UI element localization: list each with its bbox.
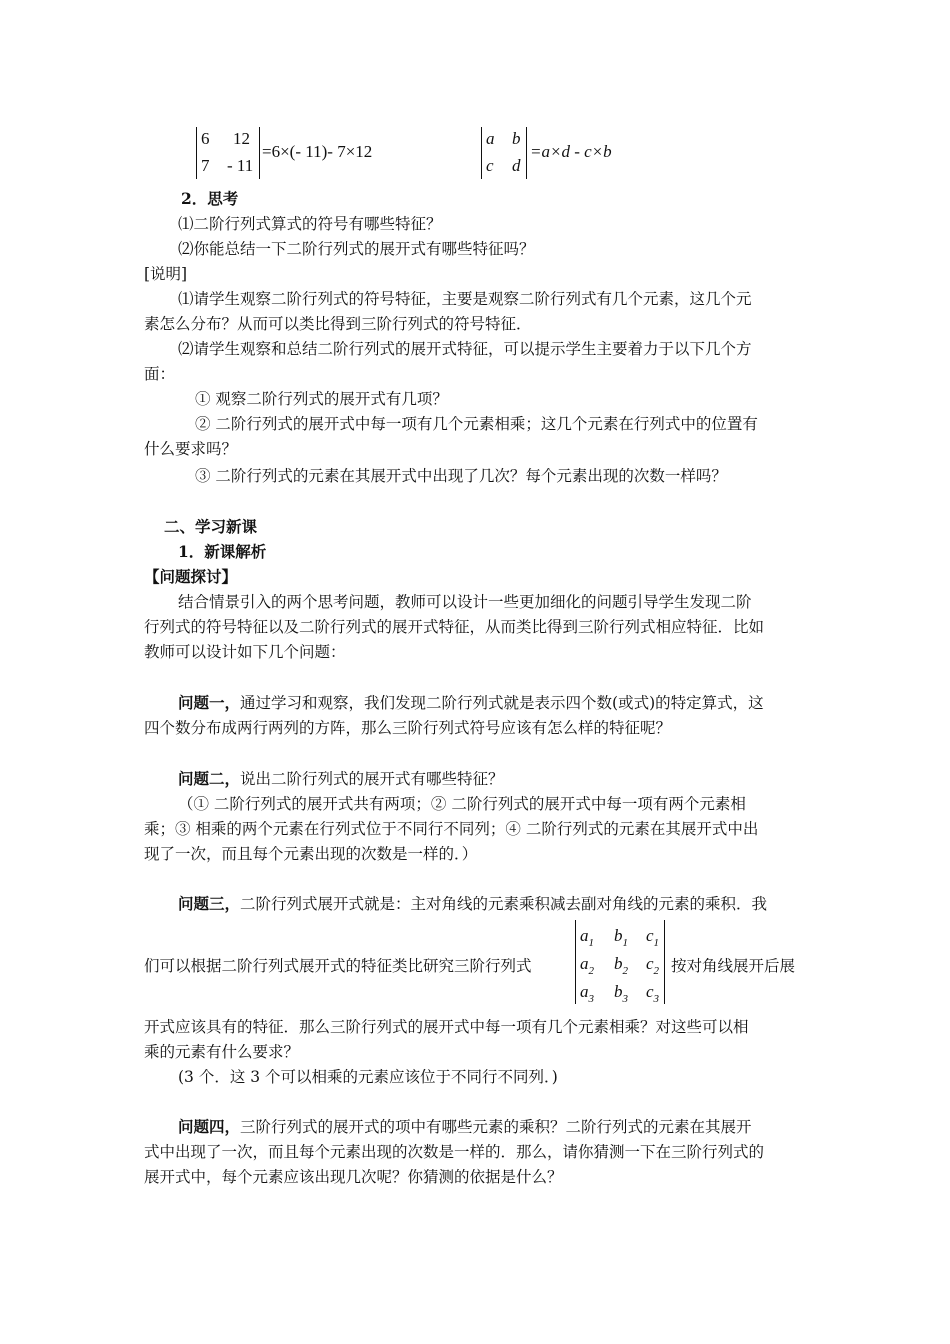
think-question-1: ⑴二阶行列式算式的符号有哪些特征？ xyxy=(178,215,442,233)
question-3-answer: (3 个．这 3 个可以相乘的元素应该位于不同行不同列．) xyxy=(178,1068,558,1086)
determinant-numeric xyxy=(196,127,260,179)
question-2-answer: 现了一次，而且每个元素出现的次数是一样的．） xyxy=(144,845,478,863)
third-order-determinant xyxy=(575,920,665,1004)
det-cell: $a_3$ xyxy=(580,982,594,1005)
question-2-label: 问题二， xyxy=(178,769,241,788)
det-cell: b xyxy=(512,129,521,148)
note-list-item: 什么要求吗？ xyxy=(144,440,238,458)
det-cell: a xyxy=(486,129,495,148)
det-cell: $a_2$ xyxy=(580,954,594,977)
intro-line: 结合情景引入的两个思考问题，教师可以设计一些更加细化的问题引导学生发现二阶 xyxy=(178,593,752,611)
question-4-line xyxy=(178,1116,752,1138)
det-cell: 12 xyxy=(233,129,250,148)
question-4-text: 三阶行列式的展开式的项中有哪些元素的乘积？二阶行列式的元素在其展开 xyxy=(240,1118,752,1136)
det-cell: $b_2$ xyxy=(614,954,628,977)
question-2-answer: （① 二阶行列式的展开式共有两项；② 二阶行列式的展开式中每一项有两个元素相 xyxy=(178,795,746,813)
question-1-line: 四个数分布成两行两列的方阵，那么三阶行列式符号应该有怎么样的特征呢？ xyxy=(144,719,672,737)
det-cell: 6 xyxy=(201,129,210,148)
section-tag: 【问题探讨】 xyxy=(144,567,238,586)
intro-line: 教师可以设计如下几个问题： xyxy=(144,643,346,661)
question-1-label: 问题一， xyxy=(178,693,241,712)
note-paragraph-line: ⑴请学生观察二阶行列式的符号特征，主要是观察二阶行列式有几个元素，这几个元 xyxy=(178,290,752,308)
note-list-item: ③ 二阶行列式的元素在其展开式中出现了几次？每个元素出现的次数一样吗？ xyxy=(195,467,727,485)
note-paragraph-line: ⑵请学生观察和总结二阶行列式的展开式特征，可以提示学生主要着力于以下几个方 xyxy=(178,340,752,358)
question-3-line: 们可以根据二阶行列式展开式的特征类比研究三阶行列式 xyxy=(144,957,532,975)
question-3-label: 问题三， xyxy=(178,894,241,913)
question-3-line xyxy=(178,893,767,915)
det-cell: c xyxy=(486,156,494,175)
note-paragraph-line: 面： xyxy=(144,365,176,383)
det-cell: $b_3$ xyxy=(614,982,628,1005)
determinant-symbolic xyxy=(481,127,527,179)
question-4-line: 展开式中，每个元素应该出现几次呢？你猜测的依据是什么？ xyxy=(144,1168,563,1186)
note-paragraph-line: 素怎么分布？从而可以类比得到三阶行列式的符号特征． xyxy=(144,315,532,333)
question-1-text: 通过学习和观察，我们发现二阶行列式就是表示四个数(或式)的特定算式，这 xyxy=(240,694,764,712)
det-cell: d xyxy=(512,156,521,175)
det-numeric-expansion: =6×(- 11)- 7×12 xyxy=(262,142,373,161)
det-cell: $c_3$ xyxy=(646,982,660,1005)
question-3-line: 按对角线展开后展 xyxy=(671,957,796,975)
det-cell: - 11 xyxy=(227,156,254,175)
subsection-heading: 1．新课解析 xyxy=(178,542,267,561)
question-2-line xyxy=(178,768,504,790)
note-list-item: ① 观察二阶行列式的展开式有几项？ xyxy=(195,390,448,408)
question-3-text: 二阶行列式展开式就是：主对角线的元素乘积减去副对角线的元素的乘积．我 xyxy=(240,895,768,913)
question-3-line: 乘的元素有什么要求？ xyxy=(144,1043,300,1061)
det-cell: $a_1$ xyxy=(580,926,594,949)
det-symbolic-expansion: =a×d - c×b xyxy=(530,142,612,161)
intro-line: 行列式的符号特征以及二阶行列式的展开式特征，从而类比得到三阶行列式相应特征．比如 xyxy=(144,618,765,636)
question-3-line: 开式应该具有的特征．那么三阶行列式的展开式中每一项有几个元素相乘？对这些可以相 xyxy=(144,1018,749,1036)
think-question-2: ⑵你能总结一下二阶行列式的展开式有哪些特征吗？ xyxy=(178,240,535,258)
think-heading: 2．思考 xyxy=(181,189,239,208)
note-heading: [说明] xyxy=(144,265,188,283)
det-cell: $c_2$ xyxy=(646,954,660,977)
question-4-line: 式中出现了一次，而且每个元素出现的次数是一样的．那么，请你猜测一下在三阶行列式的 xyxy=(144,1143,765,1161)
question-1-line xyxy=(178,692,764,714)
det-cell: $c_1$ xyxy=(646,926,660,949)
det-cell: 7 xyxy=(201,156,210,175)
question-2-answer: 乘；③ 相乘的两个元素在行列式位于不同行不同列；④ 二阶行列式的元素在其展开式中出 xyxy=(144,820,759,838)
note-list-item: ② 二阶行列式的展开式中每一项有几个元素相乘；这几个元素在行列式中的位置有 xyxy=(195,415,758,433)
question-2-text: 说出二阶行列式的展开式有哪些特征？ xyxy=(240,770,504,788)
question-4-label: 问题四， xyxy=(178,1117,241,1136)
det-cell: $b_1$ xyxy=(614,926,628,949)
section-heading: 二、学习新课 xyxy=(164,517,258,536)
